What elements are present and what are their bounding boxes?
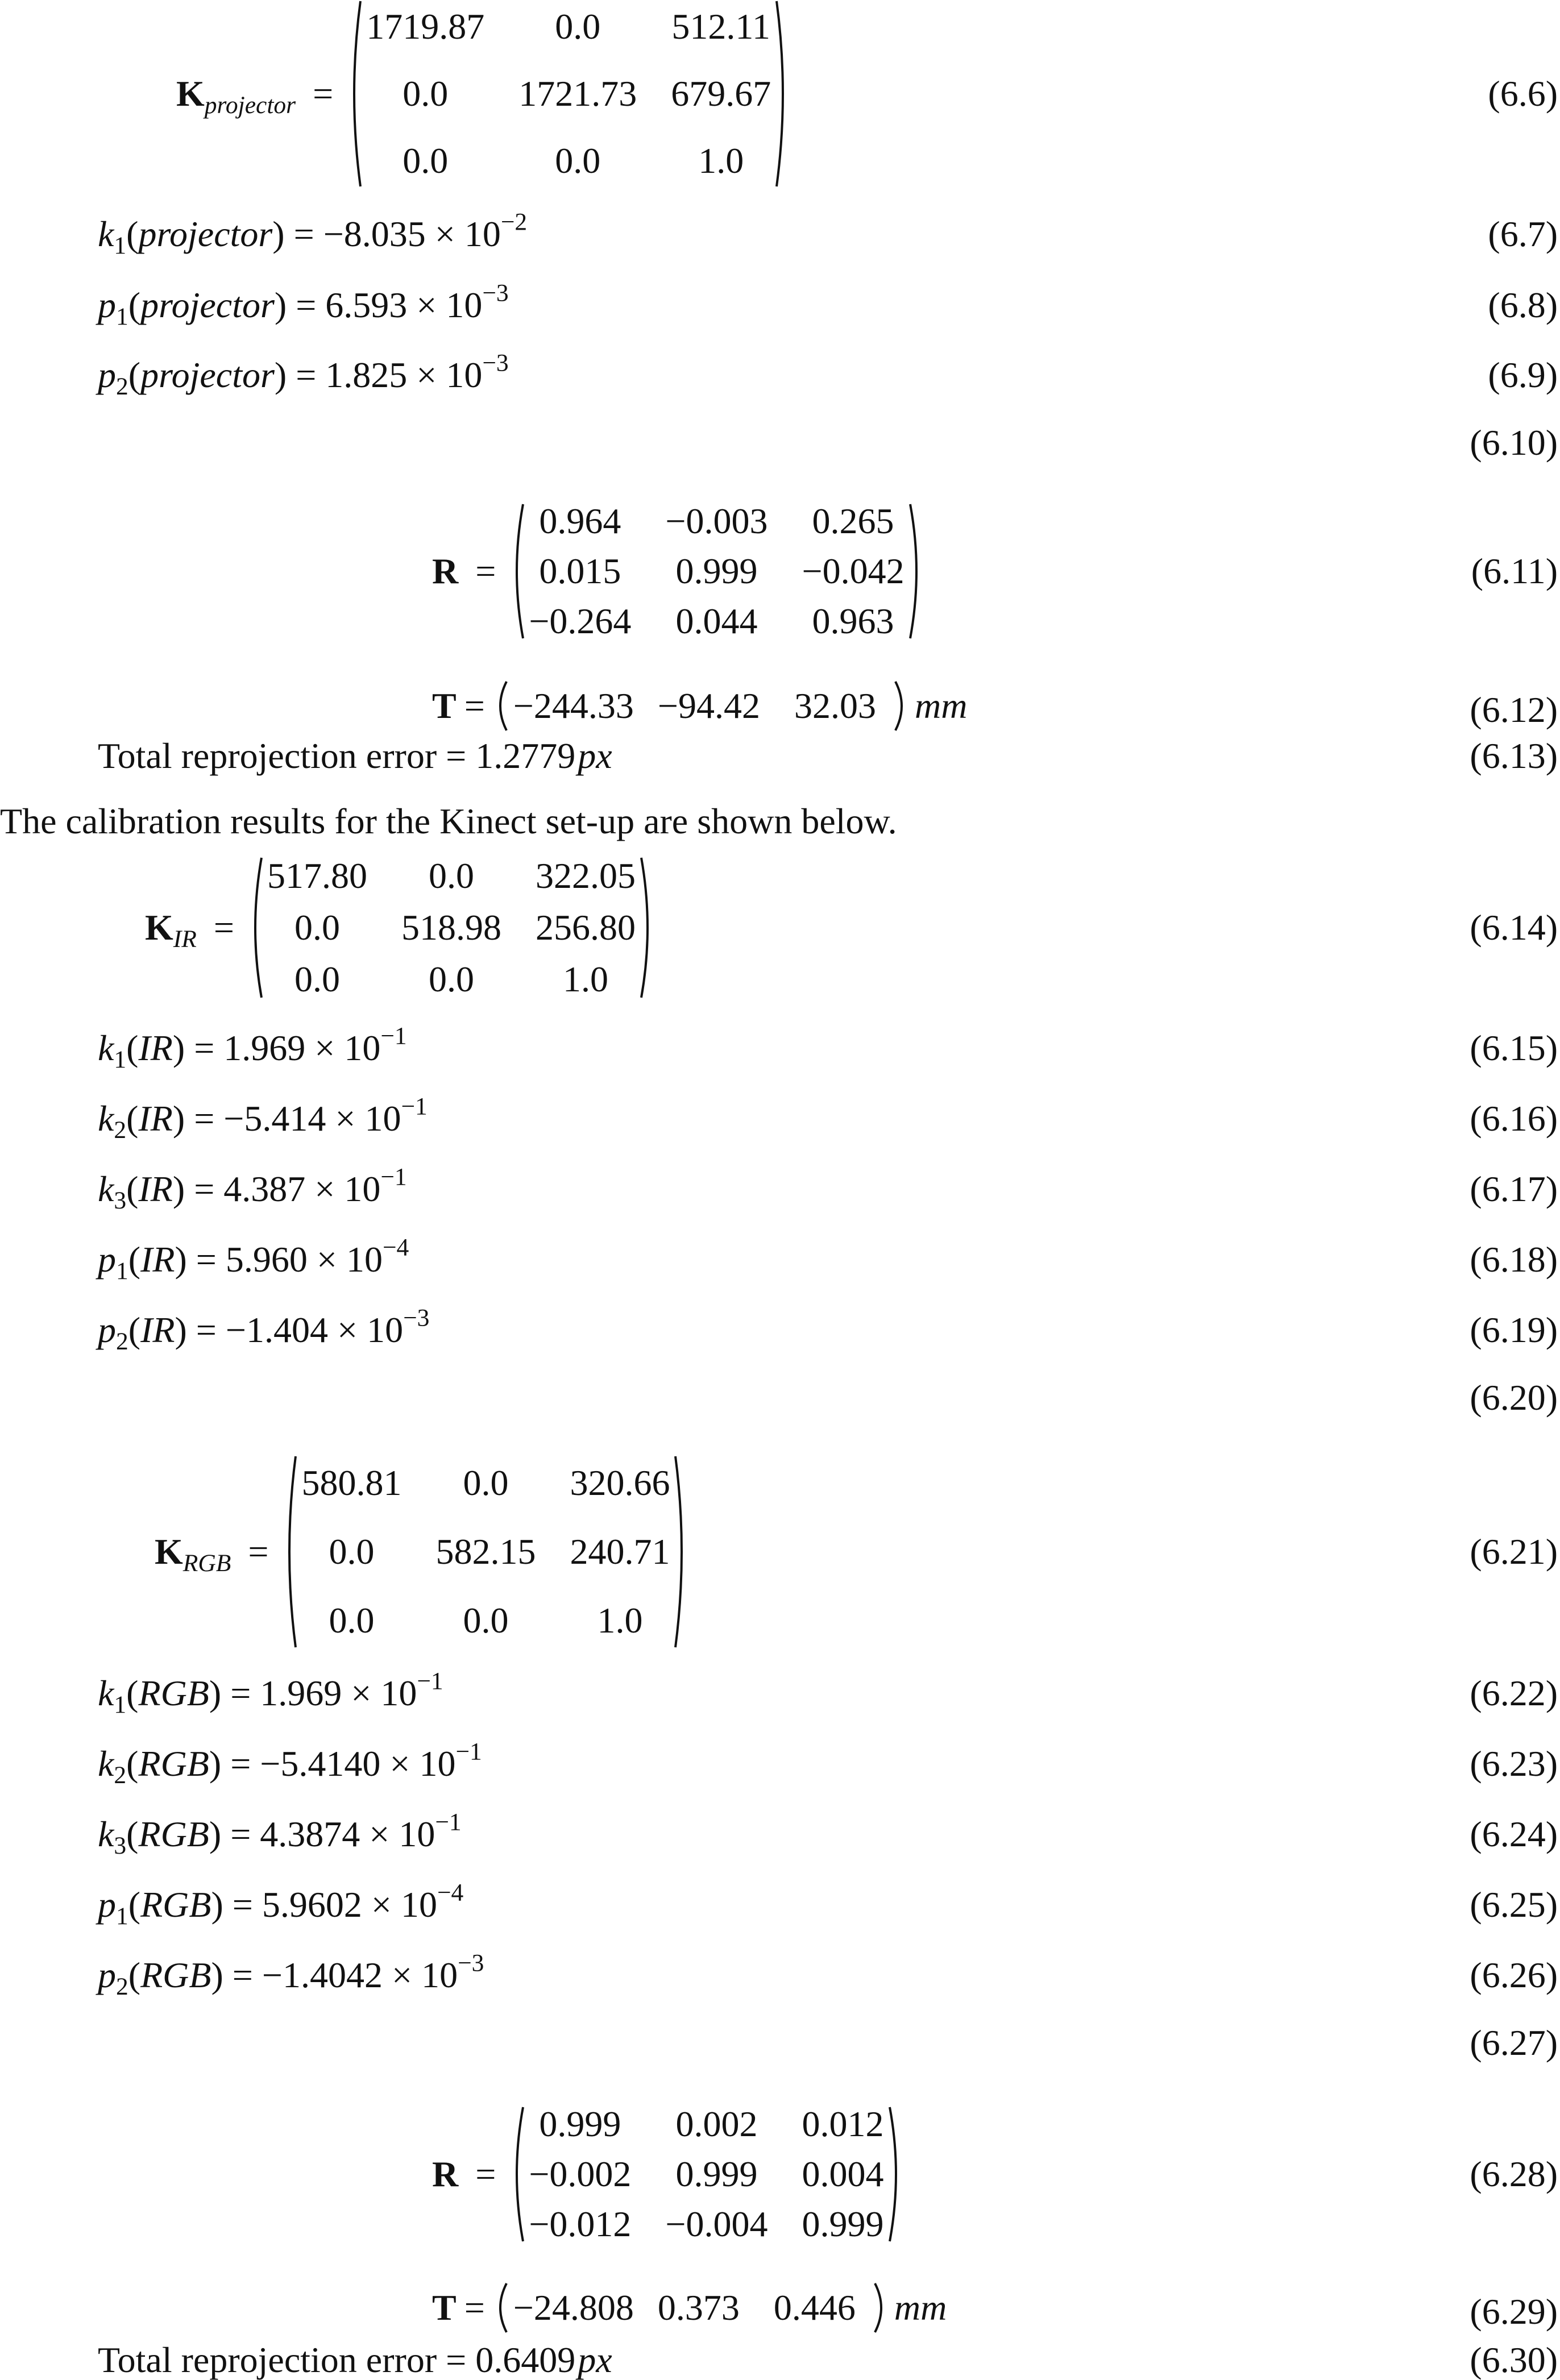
equation-number: (6.22) bbox=[1470, 1673, 1558, 1713]
body-paragraph: The calibration results for the Kinect set-up are shown below. bbox=[0, 801, 897, 841]
ir-intrinsic-matrix-number: (6.14) bbox=[1470, 907, 1558, 948]
distortion-coefficient bbox=[98, 208, 528, 260]
reprojection-error bbox=[98, 738, 612, 774]
distortion-coefficient bbox=[98, 1022, 407, 1074]
open-paren: ( bbox=[128, 355, 141, 395]
rgb-rotation-matrix-lhs bbox=[432, 2156, 496, 2192]
coef-argument: IR bbox=[138, 1098, 173, 1139]
vector-symbol: T bbox=[432, 686, 457, 726]
coef-exponent: −4 bbox=[382, 1233, 409, 1261]
vector-unit: mm bbox=[894, 2287, 947, 2328]
error-unit: px bbox=[578, 2340, 612, 2380]
matrix-cell: 1.0 bbox=[562, 959, 608, 1000]
matrix-cell: −0.264 bbox=[529, 601, 632, 641]
open-paren: ( bbox=[126, 1098, 139, 1139]
coef-argument: projector bbox=[138, 214, 273, 254]
error-value: 1.2779 bbox=[475, 736, 576, 776]
coef-mantissa: −5.414 × 10 bbox=[223, 1098, 401, 1139]
matrix-cell: 0.002 bbox=[675, 2104, 758, 2144]
coef-index: 2 bbox=[116, 373, 128, 401]
left-paren bbox=[347, 0, 363, 188]
equation-number: (6.17) bbox=[1470, 1169, 1558, 1209]
projector-intrinsic-matrix bbox=[176, 0, 790, 188]
matrix-cell: 0.0 bbox=[403, 140, 449, 181]
projector-intrinsic-matrix-lhs bbox=[176, 73, 334, 119]
left-paren bbox=[509, 503, 525, 639]
equation-number: (6.18) bbox=[1470, 1239, 1558, 1280]
equals-sign: = bbox=[464, 2287, 485, 2328]
equals-sign: = bbox=[304, 73, 334, 114]
equation-number-blank: (6.20) bbox=[1470, 1377, 1558, 1418]
matrix-cell: −0.002 bbox=[529, 2154, 632, 2194]
distortion-coefficient bbox=[98, 1093, 428, 1144]
equation-number: (6.19) bbox=[1470, 1310, 1558, 1350]
matrix-cell: 0.963 bbox=[812, 601, 894, 641]
close-paren-equals: ) = bbox=[274, 285, 326, 325]
matrix-subscript: RGB bbox=[182, 1550, 231, 1577]
coef-index: 2 bbox=[116, 1973, 128, 2001]
close-paren-equals: ) = bbox=[172, 1028, 224, 1068]
coef-index: 2 bbox=[114, 1762, 127, 1789]
matrix-symbol: K bbox=[145, 907, 173, 948]
equation-number: (6.7) bbox=[1488, 214, 1558, 254]
open-paren: ( bbox=[126, 1673, 139, 1713]
vector-cell: −94.42 bbox=[657, 686, 760, 726]
coef-exponent: −1 bbox=[380, 1163, 407, 1191]
matrix bbox=[248, 857, 655, 999]
error-unit: px bbox=[578, 736, 612, 776]
coef-exponent: −3 bbox=[482, 279, 509, 307]
left-paren bbox=[493, 2282, 509, 2333]
matrix-cell: 0.0 bbox=[329, 1600, 375, 1641]
coef-index: 1 bbox=[116, 1257, 128, 1285]
ir-intrinsic-matrix-lhs bbox=[145, 907, 234, 953]
ir-intrinsic-matrix bbox=[145, 857, 655, 999]
close-paren-equals: ) = bbox=[272, 214, 323, 254]
matrix-cells bbox=[264, 857, 639, 999]
coef-argument: RGB bbox=[140, 1884, 211, 1925]
coef-exponent: −1 bbox=[401, 1093, 428, 1120]
matrix bbox=[509, 2106, 903, 2242]
matrix-cell: 0.999 bbox=[802, 2204, 884, 2244]
equals-sign: = bbox=[437, 2340, 476, 2380]
coef-argument: projector bbox=[140, 285, 275, 325]
close-paren-equals: ) = bbox=[211, 1955, 262, 1995]
coef-mantissa: −1.404 × 10 bbox=[225, 1310, 404, 1350]
left-paren bbox=[509, 2106, 525, 2242]
matrix bbox=[282, 1455, 689, 1648]
right-paren bbox=[893, 680, 909, 732]
coef-mantissa: −1.4042 × 10 bbox=[262, 1955, 458, 1995]
matrix-cell: 582.15 bbox=[435, 1531, 536, 1572]
matrix-cell: 240.71 bbox=[570, 1531, 670, 1572]
close-paren-equals: ) = bbox=[175, 1239, 226, 1280]
vector-cell: 32.03 bbox=[794, 686, 876, 726]
matrix-cell: 0.999 bbox=[675, 2154, 758, 2194]
close-paren-equals: ) = bbox=[211, 1884, 262, 1925]
coef-mantissa: 5.960 × 10 bbox=[225, 1239, 383, 1280]
close-paren-equals: ) = bbox=[175, 1310, 226, 1350]
rgb-intrinsic-matrix bbox=[155, 1455, 689, 1648]
vector-unit: mm bbox=[914, 686, 968, 726]
equation-number: (6.12) bbox=[1470, 690, 1558, 730]
equals-sign: = bbox=[466, 551, 496, 591]
coef-mantissa: 4.387 × 10 bbox=[223, 1169, 381, 1209]
vector-cell: 0.373 bbox=[657, 2287, 740, 2328]
coef-symbol: k bbox=[98, 1743, 114, 1784]
matrix-cell: 0.0 bbox=[463, 1462, 509, 1503]
coef-argument: projector bbox=[140, 355, 275, 395]
coef-symbol: p bbox=[98, 1239, 116, 1280]
coef-exponent: −1 bbox=[417, 1667, 443, 1695]
coef-symbol: p bbox=[98, 1310, 116, 1350]
coef-index: 2 bbox=[116, 1328, 128, 1356]
matrix-cell: 0.044 bbox=[675, 601, 758, 641]
distortion-coefficient bbox=[98, 1667, 443, 1719]
coef-exponent: −2 bbox=[500, 208, 528, 236]
coef-argument: RGB bbox=[138, 1814, 209, 1854]
close-paren-equals: ) = bbox=[209, 1673, 260, 1713]
coef-symbol: k bbox=[98, 1169, 114, 1209]
open-paren: ( bbox=[126, 1743, 139, 1784]
coef-symbol: k bbox=[98, 1673, 114, 1713]
matrix-cell: −0.004 bbox=[665, 2204, 768, 2244]
equation-number: (6.29) bbox=[1470, 2291, 1558, 2332]
coef-argument: RGB bbox=[138, 1673, 209, 1713]
coef-argument: IR bbox=[138, 1028, 173, 1068]
equation-number-blank: (6.27) bbox=[1470, 2022, 1558, 2063]
equation-number: (6.25) bbox=[1470, 1884, 1558, 1925]
coef-index: 1 bbox=[114, 232, 127, 260]
matrix-cell: 1.0 bbox=[698, 140, 744, 181]
right-paren bbox=[908, 503, 924, 639]
matrix-cell: 517.80 bbox=[267, 855, 367, 896]
coef-symbol: p bbox=[98, 1884, 116, 1925]
coef-mantissa: 1.969 × 10 bbox=[223, 1028, 381, 1068]
translation-vector bbox=[432, 2279, 947, 2336]
rgb-intrinsic-matrix-lhs bbox=[155, 1531, 269, 1577]
open-paren: ( bbox=[126, 1028, 139, 1068]
open-paren: ( bbox=[126, 1169, 139, 1209]
coef-argument: RGB bbox=[140, 1955, 211, 1995]
distortion-coefficient bbox=[98, 1949, 484, 2001]
distortion-coefficient bbox=[98, 1738, 482, 1789]
coef-mantissa: 6.593 × 10 bbox=[325, 285, 483, 325]
matrix-cell: 1721.73 bbox=[518, 73, 637, 114]
coef-index: 1 bbox=[116, 1903, 128, 1930]
equation-number: (6.30) bbox=[1470, 2340, 1558, 2380]
matrix bbox=[347, 0, 790, 188]
coef-exponent: −1 bbox=[435, 1808, 462, 1836]
open-paren: ( bbox=[126, 1814, 139, 1854]
equation-number: (6.15) bbox=[1470, 1028, 1558, 1068]
matrix-subscript: projector bbox=[204, 92, 296, 119]
coef-mantissa: −5.4140 × 10 bbox=[260, 1743, 456, 1784]
coef-argument: IR bbox=[138, 1169, 173, 1209]
matrix-cell: 679.67 bbox=[671, 73, 771, 114]
coef-mantissa: 1.825 × 10 bbox=[325, 355, 483, 395]
close-paren-equals: ) = bbox=[209, 1743, 260, 1784]
matrix-cell: 0.0 bbox=[428, 959, 474, 1000]
open-paren: ( bbox=[128, 1955, 141, 1995]
coef-exponent: −4 bbox=[437, 1879, 464, 1907]
equation-number: (6.8) bbox=[1488, 285, 1558, 325]
matrix-symbol: R bbox=[432, 551, 459, 591]
matrix-cells bbox=[363, 0, 774, 188]
rgb-rotation-matrix bbox=[432, 2106, 903, 2242]
equation-number: (6.26) bbox=[1470, 1955, 1558, 1995]
matrix-symbol: K bbox=[155, 1531, 183, 1572]
matrix-cell: 0.964 bbox=[539, 501, 621, 541]
coef-mantissa: 5.9602 × 10 bbox=[262, 1884, 437, 1925]
coef-symbol: k bbox=[98, 1098, 114, 1139]
projector-rotation-matrix-lhs bbox=[432, 553, 496, 589]
right-paren bbox=[873, 2282, 889, 2333]
matrix-cells bbox=[298, 1455, 673, 1648]
matrix-cell: −0.042 bbox=[802, 551, 905, 591]
matrix-subscript: IR bbox=[173, 925, 197, 953]
distortion-coefficient bbox=[98, 1233, 409, 1285]
matrix-cell: 518.98 bbox=[401, 907, 501, 948]
matrix-cell: 580.81 bbox=[301, 1462, 402, 1503]
matrix-cell: 0.0 bbox=[428, 855, 474, 896]
open-paren: ( bbox=[128, 1239, 141, 1280]
right-paren bbox=[673, 1455, 689, 1648]
error-label: Total reprojection error bbox=[98, 2340, 437, 2380]
coef-exponent: −3 bbox=[403, 1304, 430, 1332]
matrix-cell: 0.0 bbox=[329, 1531, 375, 1572]
close-paren-equals: ) = bbox=[172, 1169, 224, 1209]
distortion-coefficient bbox=[98, 1879, 464, 1930]
distortion-coefficient bbox=[98, 1163, 407, 1215]
matrix-cell: 0.0 bbox=[555, 6, 601, 47]
coef-index: 3 bbox=[114, 1187, 127, 1215]
right-paren bbox=[774, 0, 790, 188]
coef-symbol: k bbox=[98, 1028, 114, 1068]
rgb-intrinsic-matrix-number: (6.21) bbox=[1470, 1531, 1558, 1572]
matrix-cell: 256.80 bbox=[535, 907, 636, 948]
coef-argument: IR bbox=[140, 1310, 175, 1350]
coef-index: 1 bbox=[114, 1046, 127, 1074]
matrix-cell: 0.004 bbox=[802, 2154, 884, 2194]
right-paren bbox=[639, 857, 655, 999]
reprojection-error bbox=[98, 2342, 612, 2378]
coef-exponent: −1 bbox=[455, 1738, 482, 1766]
coef-argument: IR bbox=[140, 1239, 175, 1280]
coef-mantissa: −8.035 × 10 bbox=[323, 214, 501, 254]
matrix-cell: 0.0 bbox=[403, 73, 449, 114]
coef-mantissa: 4.3874 × 10 bbox=[260, 1814, 435, 1854]
matrix-cells bbox=[525, 2106, 887, 2242]
matrix-cell: 0.0 bbox=[294, 907, 340, 948]
vector-cell: −244.33 bbox=[513, 686, 634, 726]
matrix-cell: 512.11 bbox=[671, 6, 771, 47]
equation-number: (6.13) bbox=[1470, 736, 1558, 776]
matrix-cell: 1719.87 bbox=[366, 6, 485, 47]
open-paren: ( bbox=[128, 285, 141, 325]
error-value: 0.6409 bbox=[475, 2340, 576, 2380]
equals-sign: = bbox=[466, 2154, 496, 2194]
matrix-cells bbox=[525, 503, 907, 639]
matrix bbox=[509, 503, 923, 639]
close-paren-equals: ) = bbox=[209, 1814, 260, 1854]
open-paren: ( bbox=[128, 1884, 141, 1925]
coef-symbol: p bbox=[98, 1955, 116, 1995]
close-paren-equals: ) = bbox=[274, 355, 326, 395]
matrix-cell: 320.66 bbox=[570, 1462, 670, 1503]
matrix-cell: 0.999 bbox=[675, 551, 758, 591]
matrix-cell: 0.015 bbox=[539, 551, 621, 591]
coef-index: 1 bbox=[116, 303, 128, 331]
vector-cell: −24.808 bbox=[513, 2287, 634, 2328]
matrix-cell: 0.265 bbox=[812, 501, 894, 541]
left-paren bbox=[282, 1455, 298, 1648]
distortion-coefficient bbox=[98, 1808, 462, 1860]
distortion-coefficient bbox=[98, 279, 509, 331]
right-paren bbox=[887, 2106, 903, 2242]
coef-exponent: −3 bbox=[482, 349, 509, 377]
projector-intrinsic-matrix-number: (6.6) bbox=[1488, 73, 1558, 114]
projector-rotation-matrix-number: (6.11) bbox=[1471, 551, 1558, 591]
close-paren-equals: ) = bbox=[172, 1098, 224, 1139]
coef-index: 1 bbox=[114, 1691, 127, 1719]
matrix-cell: 322.05 bbox=[535, 855, 636, 896]
matrix-cell: 0.0 bbox=[294, 959, 340, 1000]
projector-rotation-matrix bbox=[432, 503, 924, 639]
distortion-coefficient bbox=[98, 1304, 430, 1356]
coef-symbol: k bbox=[98, 1814, 114, 1854]
matrix-symbol: R bbox=[432, 2154, 459, 2194]
equation-number: (6.23) bbox=[1470, 1743, 1558, 1784]
equation-number: (6.9) bbox=[1488, 355, 1558, 395]
coef-exponent: −1 bbox=[380, 1022, 407, 1050]
equals-sign: = bbox=[437, 736, 476, 776]
coef-symbol: p bbox=[98, 285, 116, 325]
equals-sign: = bbox=[239, 1531, 269, 1572]
vector-symbol: T bbox=[432, 2287, 457, 2328]
error-label: Total reprojection error bbox=[98, 736, 437, 776]
matrix-symbol: K bbox=[176, 73, 205, 114]
matrix-cell: 0.0 bbox=[463, 1600, 509, 1641]
coef-symbol: p bbox=[98, 355, 116, 395]
matrix-cell: 0.0 bbox=[555, 140, 601, 181]
equation-number-blank: (6.10) bbox=[1470, 422, 1558, 463]
matrix-cell: 0.012 bbox=[802, 2104, 884, 2144]
vector-cell: 0.446 bbox=[773, 2287, 856, 2328]
equals-sign: = bbox=[464, 686, 485, 726]
coef-index: 3 bbox=[114, 1832, 127, 1860]
left-paren bbox=[493, 680, 509, 732]
coef-index: 2 bbox=[114, 1116, 127, 1144]
coef-argument: RGB bbox=[138, 1743, 209, 1784]
distortion-coefficient bbox=[98, 349, 509, 401]
matrix-cell: −0.003 bbox=[665, 501, 768, 541]
equation-number: (6.24) bbox=[1470, 1814, 1558, 1854]
coef-symbol: k bbox=[98, 214, 114, 254]
equation-number: (6.16) bbox=[1470, 1098, 1558, 1139]
translation-vector bbox=[432, 678, 967, 734]
open-paren: ( bbox=[126, 214, 139, 254]
open-paren: ( bbox=[128, 1310, 141, 1350]
left-paren bbox=[248, 857, 264, 999]
matrix-cell: 0.999 bbox=[539, 2104, 621, 2144]
coef-mantissa: 1.969 × 10 bbox=[260, 1673, 417, 1713]
matrix-cell: 1.0 bbox=[597, 1600, 643, 1641]
rgb-rotation-matrix-number: (6.28) bbox=[1470, 2154, 1558, 2194]
equals-sign: = bbox=[204, 907, 234, 948]
matrix-cell: −0.012 bbox=[529, 2204, 632, 2244]
coef-exponent: −3 bbox=[458, 1949, 484, 1977]
